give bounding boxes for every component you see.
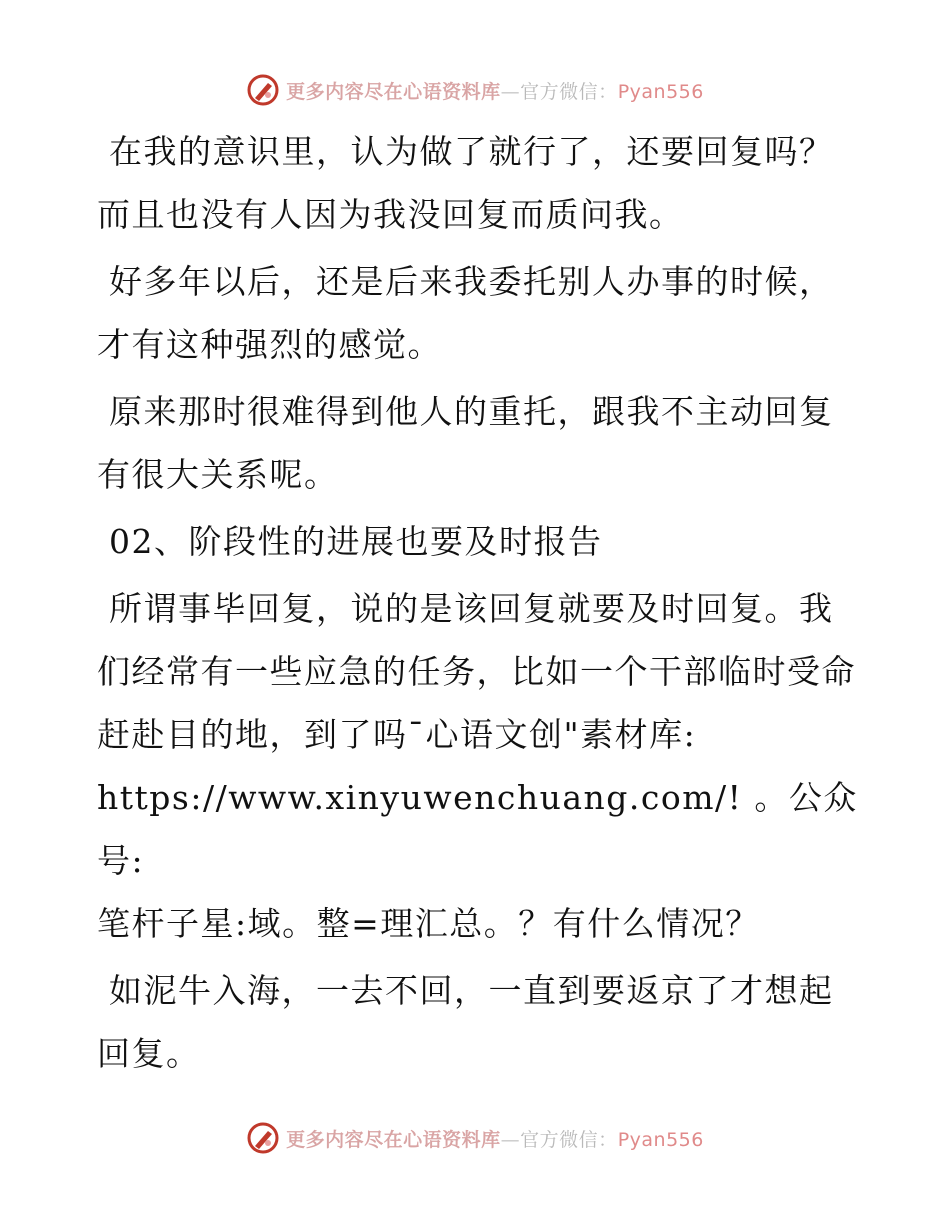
paragraph-rest: 有很大关系呢。	[97, 455, 339, 494]
paragraph-rest: 才有这种强烈的感觉。	[97, 325, 442, 364]
footer-banner	[0, 1118, 950, 1158]
header-banner	[0, 70, 950, 110]
banner-wechat-label: 官方微信：	[520, 1128, 618, 1151]
paragraph	[97, 250, 877, 376]
banner-wechat-id: Pyan556	[617, 80, 704, 103]
banner-wechat-id: Pyan556	[617, 1128, 704, 1151]
paragraph	[97, 120, 877, 246]
banner-wechat-label: 官方微信：	[520, 80, 618, 103]
section-heading-text: 02、阶段性的进展也要及时报告	[109, 522, 603, 561]
paragraph	[97, 380, 877, 506]
banner-dash: —	[500, 80, 521, 103]
paragraph-rest: 而且也没有人因为我没回复而质问我。	[97, 195, 684, 234]
banner-title: 更多内容尽在心语资料库	[286, 80, 501, 103]
paragraph	[97, 959, 877, 1085]
pen-logo-icon	[246, 1121, 280, 1155]
paragraph-first-line: 好多年以后，还是后来我委托别人办事的时候，	[109, 262, 834, 301]
section-heading	[97, 510, 877, 573]
banner-dash: —	[500, 1128, 521, 1151]
paragraph-rest: 回复。	[97, 1034, 201, 1073]
paragraph-rest: 们经常有一些应急的任务，比如一个干部临时受命 赶赴目的地，到了吗¯心语文创"素材库: https://www.xinyuwenchuang.com/! 。公众号: 笔杆子星:域。整=理汇总。？有什么情况？	[97, 652, 858, 943]
paragraph-first-line: 在我的意识里，认为做了就行了，还要回复吗？	[109, 132, 834, 171]
paragraph-first-line: 原来那时很难得到他人的重托，跟我不主动回复	[109, 392, 834, 431]
paragraph	[97, 577, 877, 955]
banner-title: 更多内容尽在心语资料库	[286, 1128, 501, 1151]
paragraph-first-line: 所谓事毕回复，说的是该回复就要及时回复。我	[109, 589, 834, 628]
document-body	[97, 120, 877, 1089]
pen-logo-icon	[246, 73, 280, 107]
paragraph-first-line: 如泥牛入海，一去不回，一直到要返京了才想起	[109, 971, 834, 1010]
